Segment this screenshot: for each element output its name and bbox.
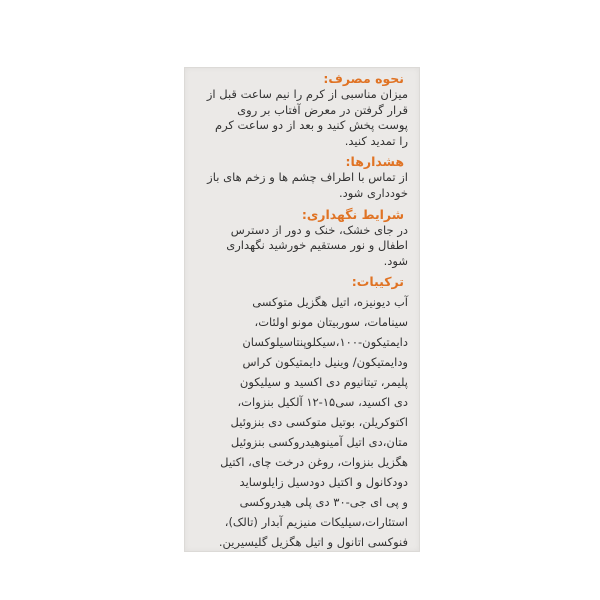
usage-heading: نحوه مصرف: <box>323 71 404 86</box>
ingredients-line: متان،دی اتیل آمینوهیدروکسی بنزوئیل <box>230 435 408 450</box>
storage-text: در جای خشک، خنک و دور از دسترس اطفال و نور مستقیم خورشید نگهداری شود. <box>226 222 408 268</box>
ingredients-line: پلیمر، تیتانیوم دی اکسید و سیلیکون <box>239 375 408 390</box>
ingredients-line: اکتوکریلن، بوتیل متوکسی دی بنزوئیل <box>230 415 408 430</box>
product-info-text <box>206 70 408 552</box>
ingredients-line: استئارات،سیلیکات منیزیم آبدار (تالک)، <box>224 515 408 530</box>
storage-heading: شرایط نگهداری: <box>301 206 404 222</box>
ingredients-line: دودکانول و اکتیل دودسیل زایلوساید <box>239 475 408 490</box>
ingredients-line: و پی ای جی-۳۰ دی پلی هیدروکسی <box>239 495 408 510</box>
warnings-heading: هشدارها: <box>345 154 404 170</box>
ingredients-line: دی اکسید، سی۱۵-۱۲ آلکیل بنزوات، <box>237 395 408 410</box>
ingredients-heading: ترکیبات: <box>351 274 404 290</box>
usage-text: میزان مناسبی از کرم را نیم ساعت قبل از قرار گرفتن در معرض آفتاب بر روی پوست پخش کنید و بعد از دو ساعت کرم را تمدید کنید. <box>206 87 408 148</box>
warnings-text: از تماس با اطراف چشم ها و زخم های باز خودداری شود. <box>207 170 408 200</box>
ingredients-line: ودایمتیکون/ وینیل دایمتیکون کراس <box>242 355 408 370</box>
ingredients-list <box>206 292 408 552</box>
ingredients-line: سینامات، سوربیتان مونو اولئات، <box>254 315 408 330</box>
ingredients-line: آب دیونیزه، اتیل هگزیل متوکسی <box>252 295 408 310</box>
ingredients-line: فنوکسی اتانول و اتیل هگزیل گلیسیرین. <box>218 535 408 550</box>
ingredients-line: هگزیل بنزوات، روغن درخت چای، اکتیل <box>220 455 408 470</box>
ingredients-line: دایمتیکون-۱۰۰،سیکلوپنتاسیلوکسان <box>242 335 408 350</box>
